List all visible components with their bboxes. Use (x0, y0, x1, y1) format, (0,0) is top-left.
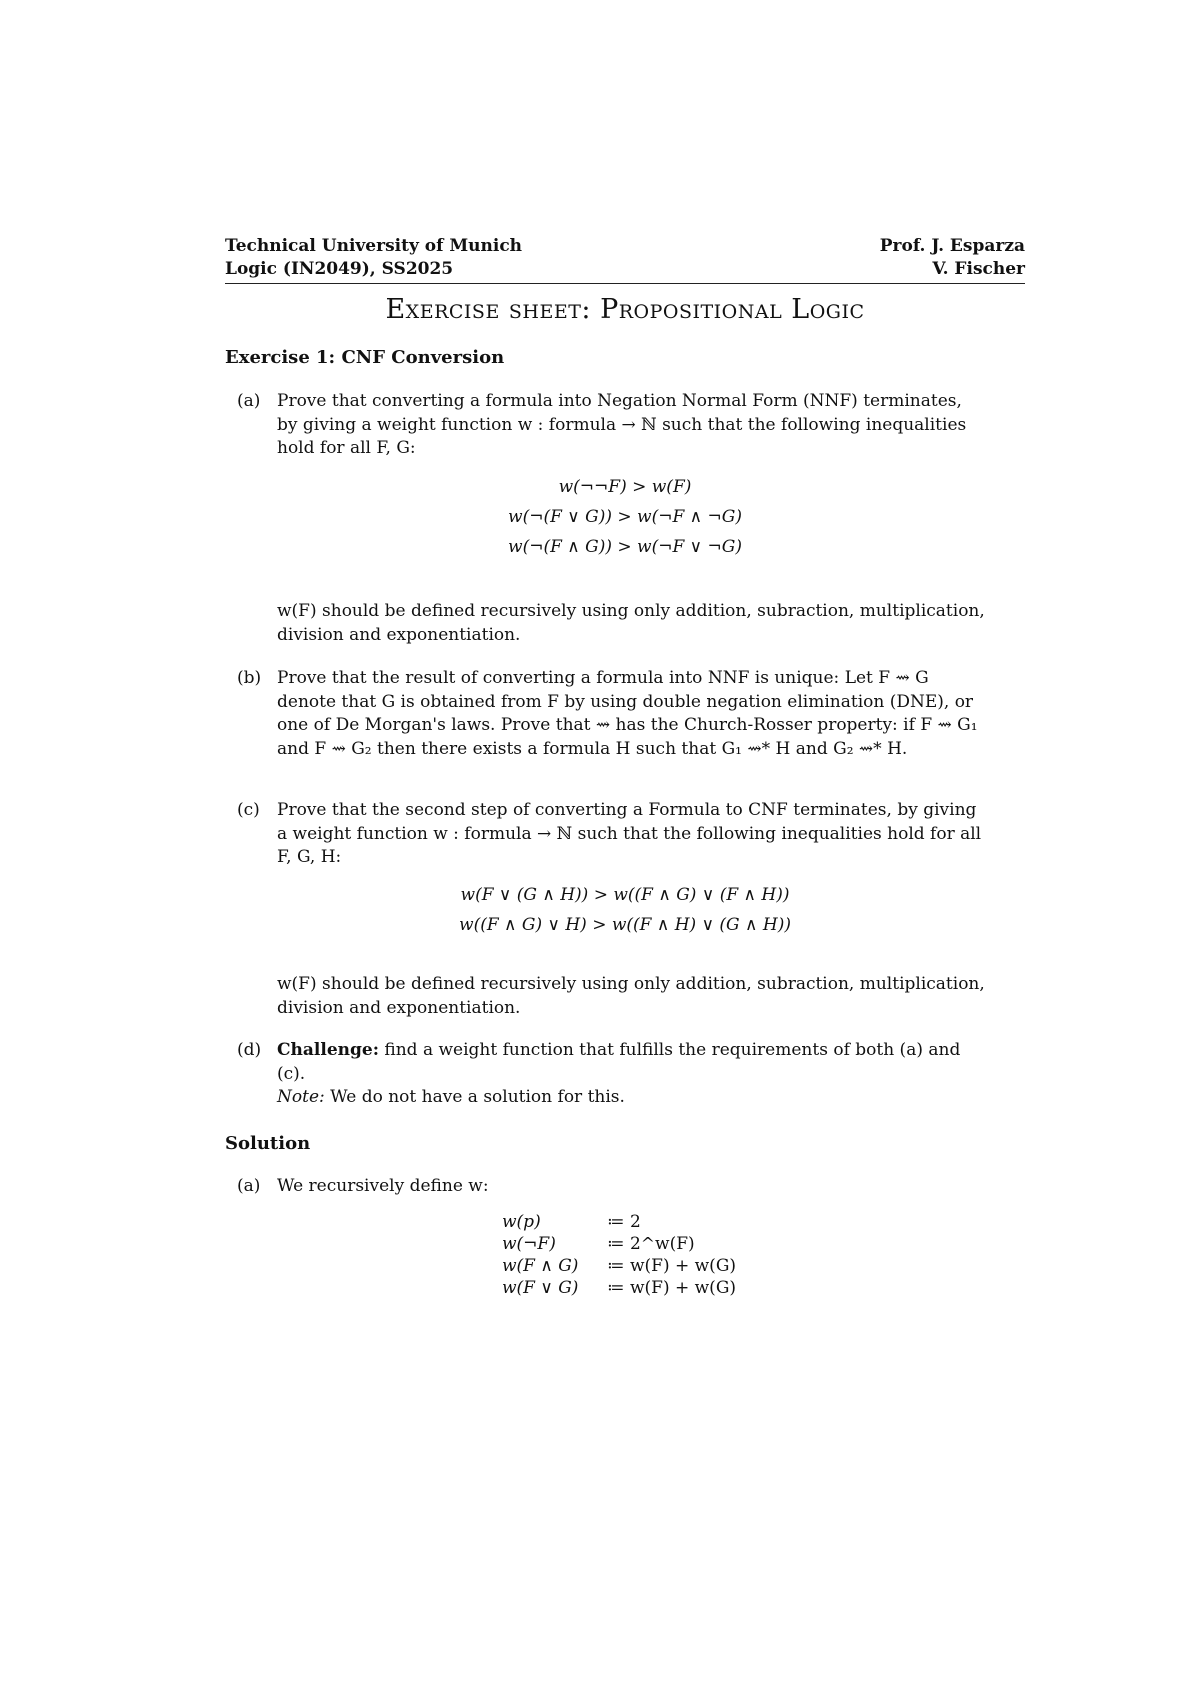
definition-rhs: ≔ 2 (607, 1212, 641, 1232)
exercise-item-a (225, 390, 985, 461)
exercise-note-a (225, 600, 985, 647)
item-label: (d) (237, 1040, 262, 1060)
definition-lhs: w(F ∨ G) (502, 1278, 579, 1298)
header-rule (225, 283, 1025, 284)
equation: w((F ∧ G) ∨ H) > w((F ∧ H) ∨ (G ∧ H)) (459, 915, 791, 935)
equations-a (225, 472, 1025, 562)
exercise-item-b (225, 667, 985, 761)
challenge-text: find a weight function that fulfills the requirements of both (a) and (c). (277, 1040, 961, 1084)
solution-heading: Solution (225, 1133, 311, 1154)
exercise-item-d (225, 1039, 985, 1110)
course-name: Logic (IN2049), SS2025 (225, 259, 454, 279)
definition-lhs: w(¬F) (502, 1234, 556, 1254)
note-text: We do not have a solution for this. (330, 1087, 625, 1107)
challenge-label: Challenge: (277, 1040, 379, 1060)
equations-c (225, 880, 1025, 940)
item-label: (c) (237, 800, 260, 820)
definition-rhs: ≔ w(F) + w(G) (607, 1278, 737, 1298)
equation: w(¬¬F) > w(F) (558, 477, 692, 497)
exercise-item-c (225, 799, 985, 870)
definition-row (502, 1277, 802, 1299)
exercise-heading: Exercise 1: CNF Conversion (225, 347, 505, 368)
definition-row (502, 1211, 802, 1233)
definition-rhs: ≔ 2^w(F) (607, 1234, 695, 1254)
definition-row (502, 1255, 802, 1277)
item-text: Prove that the result of converting a formula into NNF is unique: Let F ⇝ G denote that G is obtained from F by using double negation elimination (DNE), or one of De Morgan's laws. Prove that ⇝ has the Church-Rosser property: if F ⇝ G₁ and F ⇝ G₂ then there exists a formula H such that G₁ ⇝* H and G₂ ⇝* H. (277, 668, 978, 759)
item-label: (a) (237, 391, 261, 411)
equation: w(F ∨ (G ∧ H)) > w((F ∧ G) ∨ (F ∧ H)) (460, 885, 790, 905)
definition-row (502, 1233, 802, 1255)
item-label: (a) (237, 1176, 261, 1196)
definition-lhs: w(p) (502, 1212, 541, 1232)
item-text: We recursively define w: (277, 1176, 489, 1196)
page-title: Exercise sheet: Propositional Logic (385, 294, 865, 325)
item-text: Prove that converting a formula into Negation Normal Form (NNF) terminates, by giving a weight function w : formula → ℕ such that the following inequalities hold for all F, G: (277, 391, 967, 458)
exercise-note-c (225, 973, 985, 1020)
item-label: (b) (237, 668, 262, 688)
assistant-name: V. Fischer (932, 259, 1025, 279)
definition-lhs: w(F ∧ G) (502, 1256, 579, 1276)
item-note: w(F) should be defined recursively using only addition, subraction, multiplication, division and exponentiation. (277, 974, 985, 1018)
solution-item-a (225, 1175, 985, 1199)
item-text: Prove that the second step of converting a Formula to CNF terminates, by giving a weight function w : formula → ℕ such that the following inequalities hold for all F, G, H: (277, 800, 982, 867)
equation: w(¬(F ∨ G)) > w(¬F ∧ ¬G) (508, 507, 742, 527)
university-name: Technical University of Munich (225, 236, 523, 256)
definition-rhs: ≔ w(F) + w(G) (607, 1256, 737, 1276)
equation: w(¬(F ∧ G)) > w(¬F ∨ ¬G) (508, 537, 742, 557)
item-text (277, 1039, 985, 1110)
item-note: w(F) should be defined recursively using only addition, subraction, multiplication, division and exponentiation. (277, 601, 985, 645)
note-label: Note: (277, 1087, 325, 1107)
weight-definitions (502, 1211, 802, 1299)
professor-name: Prof. J. Esparza (879, 236, 1025, 256)
